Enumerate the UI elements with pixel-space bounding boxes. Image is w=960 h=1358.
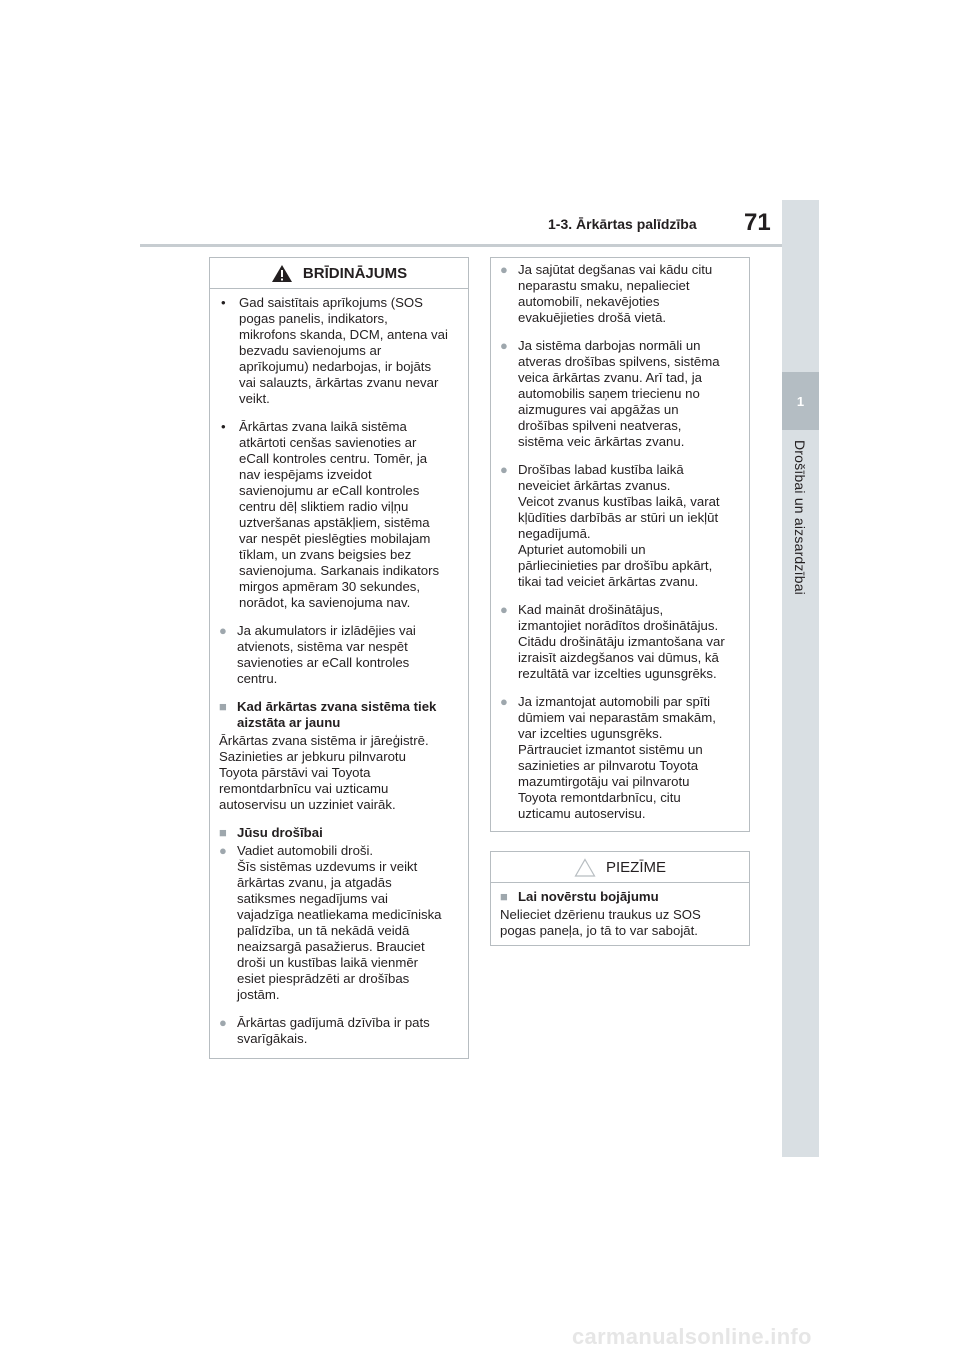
note-header <box>491 852 749 883</box>
bullet-dot-icon: • <box>221 295 226 310</box>
list-item <box>219 1015 460 1047</box>
paragraph: Ārkārtas zvana sistēma ir jāreģistrē. Sazinieties ar jebkuru pilnvarotu Toyota pārstāvi vai Toyota remontdarbnīcu vai uzticamu autoservisu un uzziniet vairāk. <box>219 733 429 812</box>
subheading-text: Lai novērstu bojājumu <box>518 889 659 904</box>
warning-continued-box <box>490 257 750 832</box>
circle-bullet-icon: ● <box>219 843 227 858</box>
footer-watermark: carmanualsonline.info <box>572 1324 812 1349</box>
warning-box <box>209 257 469 1059</box>
subheading <box>219 825 460 841</box>
list-item <box>500 694 741 822</box>
list-item-text: Ja sistēma darbojas normāli un atveras drošības spilvens, sistēma veica ārkārtas zvanu. Arī tad, ja automobilis saņem triecienu no aizmugures vai apgāžas un drošības spilveni neatveras, sistēma veic ārkārtas zvanu. <box>518 338 720 449</box>
list-item-text: Ja izmantojat automobili par spīti dūmiem vai neparastām smakām, var izcelties ugunsgrēks. Pārtrauciet izmantot sistēmu un sazinieties ar pilnvarotu Toyota mazumtirgotāju vai pilnvarotu Toyota remontdarbnīcu, citu uzticamu autoservisu. <box>518 694 716 821</box>
list-item-text: Drošības labad kustība laikā neveiciet ārkārtas zvanus. Veicot zvanus kustības laikā, varat kļūdīties darbībās ar stūri un iekļūt negadījumā. Apturiet automobili un pārliecinieties par drošību apkārt, tikai tad veiciet ārkārtas zvanu. <box>518 462 720 589</box>
list-item <box>500 602 741 682</box>
header-rule <box>140 244 782 247</box>
list-item-text: Ja akumulators ir izlādējies vai atvienots, sistēma var nespēt savienoties ar eCall kontroles centru. <box>237 623 416 686</box>
note-box <box>490 851 750 946</box>
list-item <box>500 338 741 450</box>
page-number: 71 <box>744 209 771 236</box>
side-strip <box>782 200 819 1157</box>
list-item-text: Gad saistītais aprīkojums (SOS pogas panelis, indikators, mikrofons skanda, DCM, antena vai bezvadu savienojums ar aprīkojumu) nedarbojas, ir bojāts vai salauzts, ārkārtas zvanu nevar veikt. <box>239 295 448 406</box>
chapter-tab <box>782 372 819 430</box>
warning-header <box>210 258 468 289</box>
circle-bullet-icon: ● <box>500 694 508 709</box>
list-item <box>500 462 741 590</box>
chapter-number: 1 <box>796 393 805 409</box>
list-item <box>219 843 460 1003</box>
list-item-text: Vadiet automobili droši. Šīs sistēmas uzdevums ir veikt ārkārtas zvanu, ja atgadās satiksmes negadījums vai vajadzīga neatliekama medicīniska palīdzība, un tā nekādā veidā neaizsargā pasažierus. Brauciet droši un kustības laikā vienmēr esiet piesprādzēti ar drošības jostām. <box>237 843 442 1002</box>
square-bullet-icon: ■ <box>219 699 227 714</box>
warning-title: BRĪDINĀJUMS <box>302 264 408 282</box>
note-title: PIEZĪME <box>605 858 666 876</box>
subheading-text: Jūsu drošībai <box>237 825 323 840</box>
circle-bullet-icon: ● <box>500 602 508 617</box>
subheading <box>500 889 741 905</box>
circle-bullet-icon: ● <box>219 1015 227 1030</box>
square-bullet-icon: ■ <box>500 889 508 904</box>
list-item-text: Ja sajūtat degšanas vai kādu citu neparastu smaku, nepalieciet automobilī, nekavējoties evakuējieties drošā vietā. <box>518 262 713 325</box>
list-item-text: Kad maināt drošinātājus, izmantojiet norādītos drošinātājus. Citādu drošinātāju izmantošana var izraisīt aizdegšanos vai dūmus, kā rezultātā var izcelties ugunsgrēks. <box>518 602 725 681</box>
paragraph: Nelieciet dzērienu traukus uz SOS pogas paneļa, jo tā to var sabojāt. <box>500 907 701 938</box>
list-item-text: Ārkārtas gadījumā dzīvība ir pats svarīgākais. <box>237 1015 430 1046</box>
section-title: 1-3. Ārkārtas palīdzība <box>548 216 697 232</box>
circle-bullet-icon: ● <box>219 623 227 638</box>
list-item-text: Ārkārtas zvana laikā sistēma atkārtoti cenšas savienoties ar eCall kontroles centru. Tomēr, ja nav iespējams izveidot savienojumu ar eCall kontroles centru dēļ sliktiem radio viļņu uztveršanas apstākļiem, sistēma var nespēt pieslēgties mobilajam tīklam, un zvans beigsies bez savienojuma. Sarkanais indikators mirgos apmēram 30 sekundes, norādot, ka savienojuma nav. <box>239 419 440 610</box>
list-item <box>219 295 460 407</box>
warning-icon <box>271 264 293 283</box>
list-item <box>500 262 741 326</box>
subheading <box>219 699 460 731</box>
square-bullet-icon: ■ <box>219 825 227 840</box>
chapter-title: Drošībai un aizsardzībai <box>792 440 808 595</box>
circle-bullet-icon: ● <box>500 462 508 477</box>
caution-outline-icon <box>574 858 596 877</box>
circle-bullet-icon: ● <box>500 262 508 277</box>
list-item <box>219 623 460 687</box>
circle-bullet-icon: ● <box>500 338 508 353</box>
list-item <box>219 419 460 611</box>
bullet-dot-icon: • <box>221 419 226 434</box>
subheading-text: Kad ārkārtas zvana sistēma tiek aizstāta ar jaunu <box>237 699 437 730</box>
